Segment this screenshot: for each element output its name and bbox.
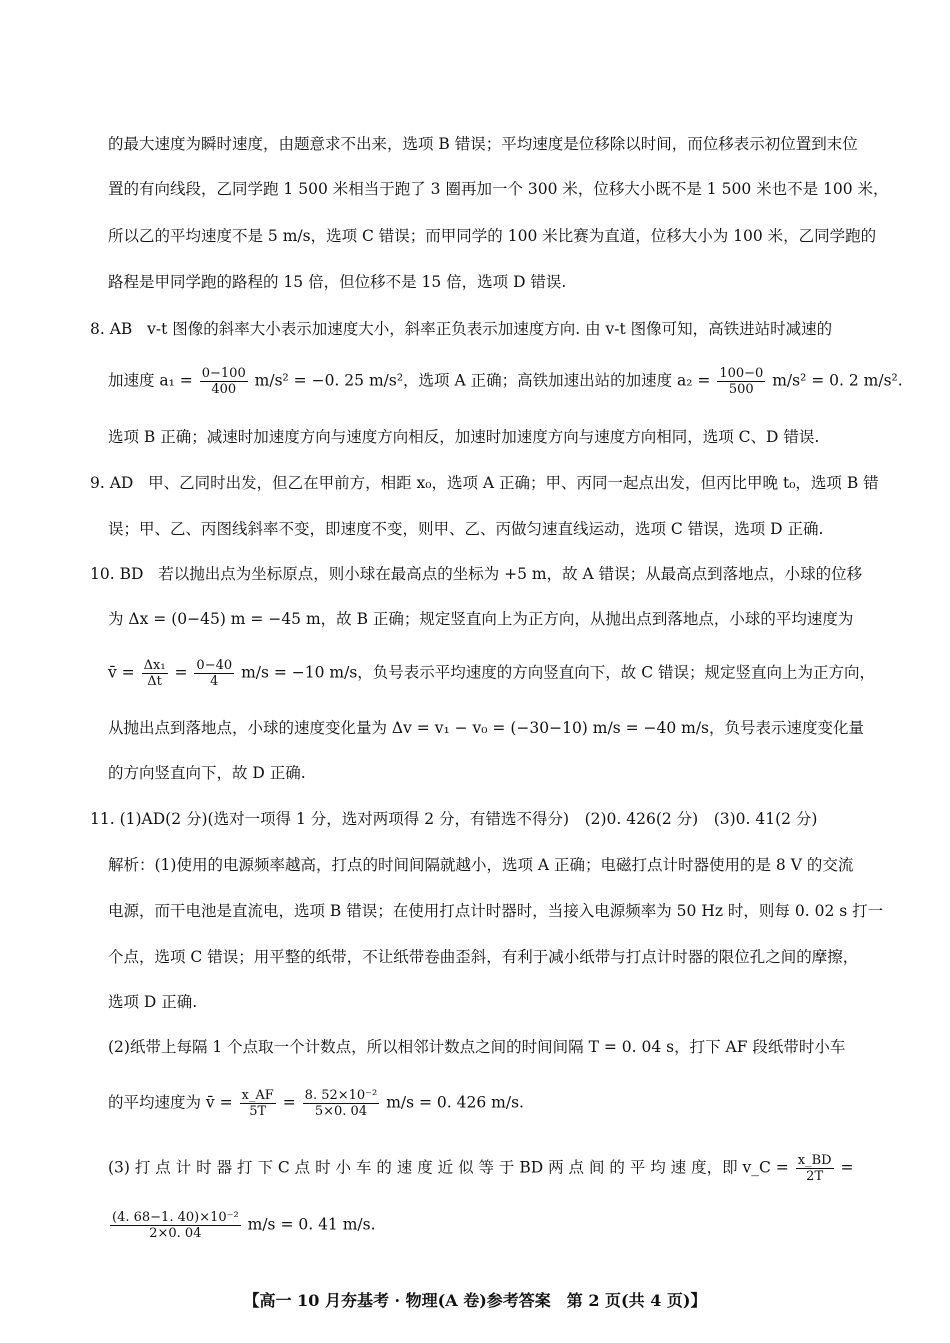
q10-v-denominator-2: 4 — [210, 674, 219, 689]
page-footer: 【高一 10 月夯基考 · 物理(A 卷)参考答案 第 2 页(共 4 页)】 — [243, 1291, 707, 1310]
q11-p2-suffix: m/s = 0. 426 m/s. — [386, 1093, 524, 1112]
q8-a2-numerator: 100−0 — [719, 366, 764, 381]
q11-explanation-line-3: 个点，选项 C 错误；用平整的纸带，不让纸带卷曲歪斜，有利于减小纸带与打点计时器的限位孔之间的摩擦， — [108, 948, 859, 966]
q8-line-2 — [108, 366, 903, 397]
q9-text: 甲、乙同时出发，但乙在甲前方，相距 x₀，选项 A 正确；甲、丙同一起点出发，但丙比甲晚 t₀，选项 B 错 — [148, 474, 879, 492]
q11-p2-fraction-2 — [303, 1088, 380, 1119]
q11-p3-numerator-2: (4. 68−1. 40)×10⁻² — [112, 1210, 239, 1225]
q10-label: 10. BD — [90, 565, 144, 583]
q7-text-line-1: 的最大速度为瞬时速度，由题意求不出来，选项 B 错误；平均速度是位移除以时间，而位移表示初位置到末位 — [108, 135, 858, 153]
q10-line-1 — [90, 563, 863, 585]
q11-p2-numerator-2: 8. 52×10⁻² — [304, 1088, 378, 1103]
q11-p2-numerator-1: x_AF — [241, 1088, 274, 1103]
q8-a1-fraction — [200, 366, 248, 397]
q8-a1-numerator: 0−100 — [201, 366, 246, 381]
q11-p2-prefix: 的平均速度为 v̄ = — [108, 1093, 233, 1112]
q10-line-4: 从抛出点到落地点，小球的速度变化量为 Δv = v₁ − v₀ = (−30−10) m/s = −40 m/s，负号表示速度变化量 — [108, 719, 865, 737]
q11-part3-line-2 — [108, 1210, 850, 1241]
q11-part2-line-1: (2)纸带上每隔 1 个点取一个计数点，所以相邻计数点之间的时间间隔 T = 0. 04 s，打下 AF 段纸带时小车 — [108, 1038, 846, 1056]
q8-text: v-t 图像的斜率大小表示加速度大小，斜率正负表示加速度方向. 由 v-t 图像可知，高铁进站时减速的 — [147, 320, 833, 338]
q11-p3-suffix: m/s = 0. 41 m/s. — [247, 1215, 376, 1234]
q8-a1-denominator: 400 — [211, 382, 237, 397]
q11-explanation-line-1: 解析：(1)使用的电源频率越高，打点的时间间隔就越小，选项 A 正确；电磁打点计时器使用的是 8 V 的交流 — [108, 856, 854, 874]
q11-p2-equals: = — [282, 1093, 296, 1112]
q10-v-equals: = — [174, 663, 188, 682]
q7-text-line-3: 所以乙的平均速度不是 5 m/s，选项 C 错误；而甲同学的 100 米比赛为直道，位移大小为 100 米，乙同学跑的 — [108, 227, 877, 245]
q10-v-fraction-1 — [142, 658, 168, 689]
q11-explanation-line-2: 电源，而干电池是直流电，选项 B 错误；在使用打点计时器时，当接入电源频率为 50 Hz 时，则每 0. 02 s 打一 — [108, 902, 884, 920]
q10-v-numerator-1: Δx₁ — [143, 658, 166, 673]
q11-part3-line-1 — [108, 1153, 854, 1184]
q7-text-line-4: 路程是甲同学跑的路程的 15 倍，但位移不是 15 倍，选项 D 错误. — [108, 273, 567, 291]
q9-label: 9. AD — [90, 474, 134, 492]
q11-p2-denominator-1: 5T — [249, 1104, 267, 1119]
q10-text: 若以抛出点为坐标原点，则小球在最高点的坐标为 +5 m，故 A 错误；从最高点到落地点，小球的位移 — [158, 565, 863, 583]
q10-line-5: 的方向竖直向下，故 D 正确. — [108, 764, 306, 782]
q10-line-3 — [108, 658, 876, 689]
q11-p3-fraction-1 — [796, 1153, 834, 1184]
q8-line-3: 选项 B 正确；减速时加速度方向与速度方向相反，加速时加速度方向与速度方向相同，选项 C、D 错误. — [108, 428, 820, 446]
q8-line-1 — [90, 318, 850, 340]
q10-v-fraction-2 — [194, 658, 234, 689]
q8-a2-suffix: m/s² = 0. 2 m/s². — [772, 371, 903, 390]
q11-p2-denominator-2: 5×0. 04 — [314, 1104, 368, 1119]
q8-a1-suffix: m/s² = −0. 25 m/s²，选项 A 正确；高铁加速出站的加速度 a₂ = — [254, 371, 711, 390]
q11-explanation-line-4: 选项 D 正确. — [108, 993, 198, 1011]
q8-a2-denominator: 500 — [728, 382, 754, 397]
q8-a1-prefix: 加速度 a₁ = — [108, 371, 193, 390]
q10-v-denominator-1: Δt — [147, 674, 162, 689]
q10-v-numerator-2: 0−40 — [196, 658, 233, 673]
q10-v-prefix: v̄ = — [108, 663, 135, 682]
q11-p3-denominator-2: 2×0. 04 — [149, 1226, 202, 1241]
q9-line-2: 误；甲、乙、丙图线斜率不变，即速度不变，则甲、乙、丙做匀速直线运动，选项 C 错误，选项 D 正确. — [108, 520, 824, 538]
q8-label: 8. AB — [90, 320, 133, 338]
q7-text-line-2: 置的有向线段，乙同学跑 1 500 米相当于跑了 3 圈再加一个 300 米，位移大小既不是 1 500 米也不是 100 米， — [108, 180, 889, 198]
q11-p3-denominator-1: 2T — [806, 1169, 824, 1184]
q10-v-suffix: m/s = −10 m/s，负号表示平均速度的方向竖直向下，故 C 错误；规定竖直向上为正方向， — [241, 663, 876, 682]
q8-a2-fraction — [717, 366, 765, 397]
q11-part2-line-2 — [108, 1088, 850, 1119]
q11-p3-prefix: (3) 打 点 计 时 器 打 下 C 点 时 小 车 的 速 度 近 似 等 于 BD 两 点 间 的 平 均 速 度，即 v_C = — [108, 1158, 789, 1177]
q10-line-2: 为 Δx = (0−45) m = −45 m，故 B 正确；规定竖直向上为正方向，从抛出点到落地点，小球的平均速度为 — [108, 610, 854, 628]
q11-answer: 11. (1)AD(2 分)(选对一项得 1 分，选对两项得 2 分，有错选不得分) (2)0. 426(2 分) (3)0. 41(2 分) — [90, 810, 818, 828]
q11-p3-fraction-2 — [110, 1210, 241, 1241]
q11-p2-fraction-1 — [240, 1088, 276, 1119]
q11-p3-numerator-1: x_BD — [797, 1153, 832, 1168]
q9-line-1 — [90, 472, 879, 494]
q11-p3-equals: = — [840, 1158, 854, 1177]
